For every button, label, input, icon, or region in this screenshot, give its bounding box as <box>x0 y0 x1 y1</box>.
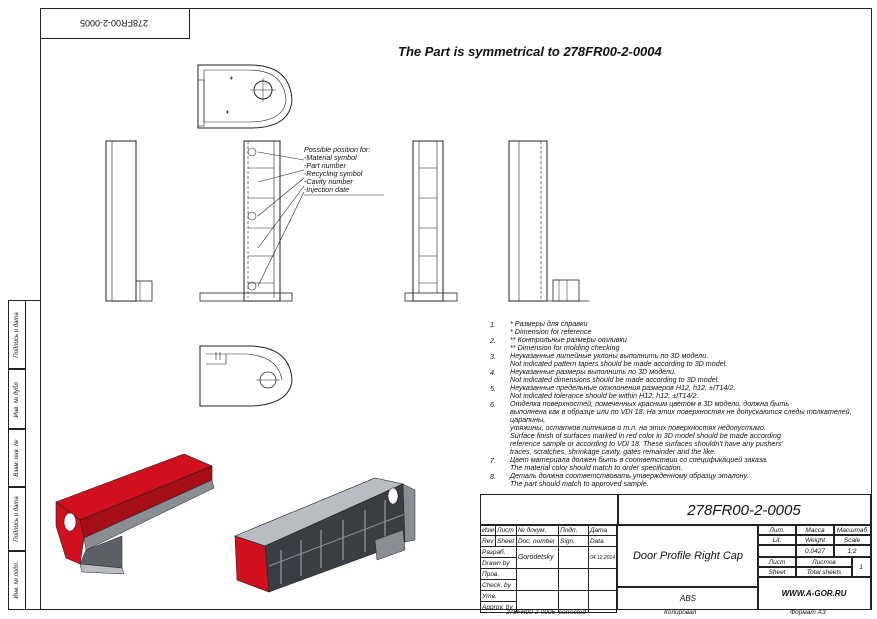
callout-item: -Recycling symbol <box>304 169 363 178</box>
note-row <box>490 456 870 472</box>
technical-notes <box>490 320 870 488</box>
note-line: Surface finish of surfaces marked in red color in 3D model should be made according <box>510 431 781 440</box>
note-line: * Dimension for reference <box>510 327 592 336</box>
tb-sheets-label-en: Total sheets <box>795 566 853 578</box>
note-number: 1. <box>490 320 496 329</box>
isometric-view-red <box>50 446 230 586</box>
callout-heading: Possible position for: <box>304 145 371 154</box>
tb-lit-label: Лит. <box>757 524 797 536</box>
tb-header: № докум. <box>516 525 558 536</box>
tb-header: Sheet <box>496 536 517 547</box>
note-row <box>490 352 870 368</box>
note-line: Отделка поверхностей, помеченных красным цветом в 3D модели, должна быть <box>510 399 790 408</box>
tb-doc-number: 278FR00-2-0005 <box>617 494 871 526</box>
note-line: Not indicated tolerance should be within H12, h12, ±IT14/2. <box>510 391 699 400</box>
tb-header: Rev <box>482 537 494 545</box>
tb-part-name: Door Profile Right Cap <box>617 524 759 588</box>
tb-scale-label: Масштаб <box>833 524 871 536</box>
note-row <box>490 336 870 352</box>
front-view-2 <box>196 138 296 308</box>
note-line: Not indicated dimensions should be made according to 3D model. <box>510 375 720 384</box>
side-label: Взам. инв. № <box>14 439 20 477</box>
tb-header: Подп. <box>559 525 589 536</box>
note-number: 6. <box>490 400 496 409</box>
note-line: reference sample or according to VDI 18. These surfaces shouldn't have any pushers' <box>510 439 783 448</box>
side-label: Подпись и дата <box>14 496 20 542</box>
tb-role: Drawn by <box>481 558 517 569</box>
note-row <box>490 320 870 336</box>
note-line: Деталь должна соответствовать утвержденному образцу эталону. <box>510 471 749 480</box>
note-line: Неуказанные предельные отклонения размеров H12, h12, ±IT14/2. <box>510 383 736 392</box>
note-number: 5. <box>490 384 496 393</box>
note-line: * Размеры для справки <box>510 319 588 328</box>
top-view <box>190 60 300 135</box>
side-label: Инв. № подл. <box>14 561 20 599</box>
callout-underline <box>304 194 384 196</box>
tb-website: WWW.A-GOR.RU <box>757 576 871 610</box>
tb-role: Пров. <box>481 569 517 580</box>
note-line: Неуказанные размеры выполнить по 3D модели. <box>510 367 676 376</box>
tb-header: Дата <box>588 525 616 536</box>
tb-role: Check. by <box>481 580 517 591</box>
note-line: ** Контрольные размеры отливки <box>510 335 627 344</box>
note-number: 4. <box>490 368 496 377</box>
side-strip-blank <box>24 300 41 610</box>
note-line: Not indicated pattern tapers should be made according to 3D model. <box>510 359 728 368</box>
tb-material: ABS <box>617 586 759 610</box>
tb-role: Approv. by <box>481 602 517 613</box>
note-line: утяжины, остатков литников и т.п. на этих поверхностях недопустимо. <box>510 423 766 432</box>
note-line: The material color should match to order specification. <box>510 463 683 472</box>
tb-scale-value: 1:2 <box>833 544 871 558</box>
note-number: 7. <box>490 456 496 465</box>
drawing-title: The Part is symmetrical to 278FR00-2-0004 <box>398 44 662 59</box>
note-line: traces, scratches, shrinkage cavity, gates remainder and the like. <box>510 447 717 456</box>
tb-signature-grid <box>480 524 617 613</box>
tb-sheets-value: 1 <box>851 556 871 578</box>
front-view-1 <box>100 138 160 308</box>
tb-header: Data <box>588 536 616 547</box>
note-row <box>490 384 870 400</box>
tb-sheets-label: Листов <box>795 556 853 568</box>
tb-scale-label-en: Scale <box>833 534 871 546</box>
note-row <box>490 368 870 384</box>
tb-date: 04.12.2014 <box>588 547 616 569</box>
tb-sheet-label: Лист <box>757 556 797 568</box>
side-view-3 <box>405 138 465 308</box>
tb-sign <box>559 547 589 569</box>
note-row <box>490 472 870 488</box>
tb-date <box>588 591 616 613</box>
copied-label: Копировал <box>664 609 697 616</box>
rear-view-4 <box>505 138 595 308</box>
tb-sign <box>559 569 589 591</box>
note-line: Цвет материала должен быть в соответствии со спецификацией заказа. <box>510 455 768 464</box>
tb-mass-value: 0.0427 <box>795 544 835 558</box>
tb-header: Sign. <box>559 536 589 547</box>
file-name: 278FR00-2-0005_corrected <box>506 609 586 616</box>
callout-item: -Material symbol <box>304 153 357 162</box>
tb-date <box>588 569 616 591</box>
callout-item: -Cavity number <box>304 177 353 186</box>
tb-mass-label: Масса <box>795 524 835 536</box>
tb-name <box>516 569 558 591</box>
side-label: Подпись и дата <box>14 312 20 358</box>
tb-mass-label-en: Weight <box>795 534 835 546</box>
note-line: ** Dimension for molding checking <box>510 343 620 352</box>
tb-sheet-label-en: Sheet <box>757 566 797 578</box>
note-number: 3. <box>490 352 496 361</box>
callout-item: -Injection date <box>304 185 350 194</box>
tb-header: Doc. number <box>516 536 558 547</box>
tb-top-left-blank <box>480 494 619 526</box>
tb-role: Утв. <box>481 591 517 602</box>
doc-number-stamp: 278FR00-2-0005 <box>79 18 149 28</box>
tb-lit-label-en: Lit. <box>757 534 797 546</box>
tb-header: Лист <box>496 525 517 536</box>
note-line: Неуказанные литейные уклоны выполнить по 3D модели. <box>510 351 709 360</box>
format-label: Формат A3 <box>790 609 826 616</box>
note-number: 2. <box>490 336 496 345</box>
isometric-view-grey <box>225 470 425 600</box>
callout-item: -Part number <box>304 161 346 170</box>
tb-header: Изм <box>482 526 495 534</box>
tb-name: Gorodetsky <box>516 547 558 569</box>
note-line: выполнена как в образце или по VDI 18. На этих поверхностях не допускаются следы толкателей, царапины, <box>510 407 852 424</box>
note-line: The part should match to approved sample. <box>510 479 649 488</box>
section-view <box>196 340 296 412</box>
note-row <box>490 400 870 456</box>
note-number: 8. <box>490 472 496 481</box>
side-label: Инв. № дубл. <box>14 380 20 418</box>
tb-role: Разраб. <box>481 547 517 558</box>
